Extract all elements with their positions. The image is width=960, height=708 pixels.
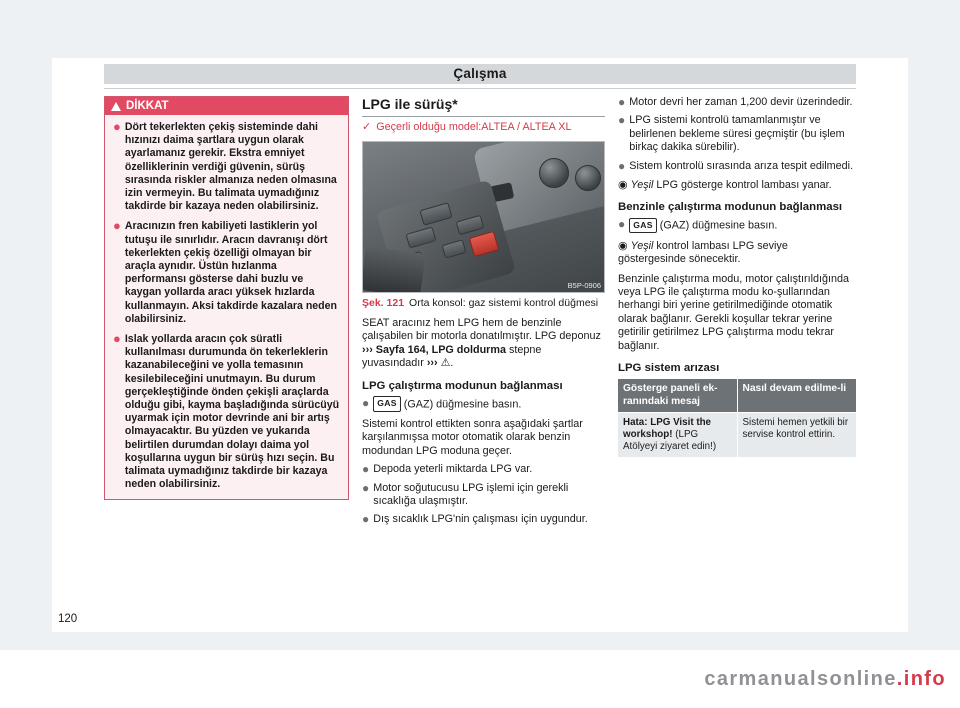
indicator-lamp-note-green-off xyxy=(618,240,856,267)
list-item xyxy=(618,160,856,173)
page-title: Çalışma xyxy=(453,66,507,81)
lamp-note-text: kontrol lambası LPG seviye göstergesinde sönecektir. xyxy=(618,239,788,266)
figure-caption xyxy=(362,297,605,310)
table-header-action: Nasıl devam edilme-li xyxy=(737,379,856,412)
bullet-icon: ● xyxy=(618,95,626,109)
list-item xyxy=(618,114,856,154)
warning-body xyxy=(105,115,348,499)
cross-reference-link[interactable]: ››› Sayfa 164, LPG doldurma xyxy=(362,343,506,356)
bullet-icon: ● xyxy=(362,462,370,477)
petrol-mode-steps xyxy=(618,218,856,233)
header-divider xyxy=(104,88,856,89)
table-cell-message xyxy=(618,412,737,457)
fault-table xyxy=(618,379,856,457)
lpg-conditions-list xyxy=(362,463,605,527)
gas-button-chip[interactable]: GAS xyxy=(629,218,657,233)
model-applicability-text: Geçerli olduğu model:ALTEA / ALTEA XL xyxy=(376,121,572,133)
lpg-conditions-continued xyxy=(618,96,856,173)
warning-header xyxy=(105,97,348,115)
list-item xyxy=(618,218,856,233)
list-item xyxy=(362,397,605,412)
gear-lever-base xyxy=(362,246,426,293)
condition-text: Depoda yeterli miktarda LPG var. xyxy=(373,463,533,476)
bullet-icon: ● xyxy=(618,113,626,128)
page-left-margin xyxy=(0,0,52,650)
lamp-color-label: Yeşil xyxy=(630,179,654,192)
warning-box xyxy=(104,96,349,500)
model-applicability xyxy=(362,121,605,134)
bullet-icon: ● xyxy=(113,331,121,347)
indicator-lamp-icon: ◉ xyxy=(618,179,628,192)
condition-text: Dış sıcaklık LPG'nin çalışması için uygundur. xyxy=(373,513,588,526)
gas-step-text: (GAZ) düğmesine basın. xyxy=(403,398,522,411)
list-item xyxy=(362,463,605,476)
section-heading: LPG ile sürüş* xyxy=(362,96,605,117)
gas-step-text: (GAZ) düğmesine basın. xyxy=(659,220,778,232)
warning-triangle-icon xyxy=(111,102,121,111)
warning-item-text: Aracınızın fren kabiliyeti lastiklerin yol tutuşu ile sınırlıdır. Aracın davranışı dört tekerlekten çekiş özelliği olmayan bir araçla aynıdır. Üstün hızlanma performansı gösterse dahi buzlu ve kaygan yollarda aracı yüksek hızlarda kullanmayın. Aksi takdirde kazalara neden olabilirsiniz. xyxy=(124,220,338,325)
figure-code: B5P-0906 xyxy=(567,281,601,290)
bullet-icon: ● xyxy=(362,512,370,527)
watermark xyxy=(704,668,946,691)
climate-knob-left xyxy=(539,158,569,188)
list-item xyxy=(362,513,605,526)
warning-item xyxy=(113,220,340,326)
condition-text: Sistem kontrolü sırasında arıza tespit edilmedi. xyxy=(629,159,854,172)
watermark-text: carmanualsonline xyxy=(704,668,897,690)
intro-paragraph: SEAT aracınız hem LPG hem de benzinle çalışabilen bir motorla donatılmıştır. LPG deponuz ››› Sayfa 164, LPG doldurma stepne yuvasındadır ››› ⚠. xyxy=(362,317,601,370)
figure-caption-text: Orta konsol: gaz sistemi kontrol düğmesi xyxy=(409,297,599,309)
page-number: 120 xyxy=(58,613,78,625)
bullet-icon: ● xyxy=(618,217,626,232)
page-right-margin xyxy=(908,0,960,650)
list-item xyxy=(362,482,605,509)
check-icon: ✓ xyxy=(362,121,372,133)
lamp-note-text: LPG gösterge kontrol lambası yanar. xyxy=(656,179,832,192)
bullet-icon: ● xyxy=(362,480,370,495)
table-row xyxy=(618,412,856,457)
list-item xyxy=(618,96,856,109)
column-middle xyxy=(362,96,605,532)
table-header-message: Gösterge paneli ek-ranındaki mesaj xyxy=(618,379,737,412)
watermark-accent: .info xyxy=(896,668,946,690)
intro-text-a: SEAT aracınız hem LPG hem de benzinle çalışabilen bir motorla donatılmıştır. LPG deponuz xyxy=(362,317,601,343)
bullet-icon: ● xyxy=(618,158,626,173)
gas-button-chip[interactable]: GAS xyxy=(373,396,401,411)
warning-item-text: Dört tekerlekten çekiş sisteminde dahi hızınızı daima şartlara uygun olarak ayarlamanız gerekir. Ekstra emniyet özelliklerinin verdiği güvenin, sürüş sırasında riskler almanıza neden olmasına izin vermeyin. Bu talimata uymadığınız takdirde bir kazaya neden olabilirsiniz. xyxy=(124,121,337,213)
bullet-icon: ● xyxy=(113,119,121,134)
column-left xyxy=(104,96,349,500)
figure-number: Şek. 121 xyxy=(362,297,405,309)
warning-inline-icon: ⚠ xyxy=(440,357,451,370)
warning-item xyxy=(113,121,340,213)
subheading-petrol-mode: Benzinle çalıştırma modunun bağlanması xyxy=(618,201,843,214)
condition-text: Motor devri her zaman 1,200 devir üzerindedir. xyxy=(629,96,853,108)
page-top-margin xyxy=(0,0,960,58)
intro-text-c: stepne yuvasındadır xyxy=(362,343,542,370)
climate-knob-right xyxy=(575,165,601,191)
indicator-lamp-note-green-on xyxy=(618,179,856,192)
lpg-switch-paragraph: Sistemi kontrol ettikten sonra aşağıdaki şartlar karşılanmışsa motor otomatik olarak benzin modundan LPG moduna geçer. xyxy=(362,418,583,457)
lamp-color-label: Yeşil xyxy=(630,239,654,252)
subheading-lpg-fault: LPG sistem arızası xyxy=(618,362,720,375)
cross-reference-arrow[interactable]: ››› xyxy=(426,357,438,370)
condition-text: LPG sistemi kontrolü tamamlanmıştır ve belirlenen bekleme süresi geçmiştir (bu işlem birkaç dakika sürebilir). xyxy=(629,114,845,154)
table-header-row xyxy=(618,379,856,412)
figure-center-console-gas-button xyxy=(362,141,605,293)
bullet-icon: ● xyxy=(113,218,121,234)
petrol-mode-paragraph: Benzinle çalıştırma modu, motor çalıştırıldığında veya LPG ile çalıştırma modu ko-şullarından herhangi biri yerine getirilmediğinde otomatik olarak bağlanır. Gerekli koşullar tekrar yerine getirilir getirilmez LPG çalıştırma modu tekrar bağlanır. xyxy=(618,272,850,352)
table-cell-action: Sistemi hemen yetkili bir servise kontrol ettirin. xyxy=(737,412,856,457)
subheading-lpg-mode: LPG çalıştırma modunun bağlanması xyxy=(362,379,563,392)
condition-text: Motor soğutucusu LPG işlemi için gerekli sıcaklığa ulaşmıştır. xyxy=(373,481,569,508)
bullet-icon: ● xyxy=(362,395,370,410)
warning-item-text: Islak yollarda aracın çok süratli kullanılması durumunda ön tekerleklerin kazanabileceğini ve yolla temasının kesilebileceğini unutmayın. Bu durum gerçekleştiğinde önden çekişli araçlarda olduğu gibi, kayma başladığında sürücüyü uyarmak için motor devrinde ani bir artış olmayacaktır. Bu yüzden ve yukarıda belirtilen durumdan dolayı daima yol koşullarına uygun bir sürüş hızı seçin. Bu talimata uymadığınız takdirde bir kazaya neden olabilirsiniz. xyxy=(124,333,340,491)
lpg-mode-steps xyxy=(362,397,605,412)
warning-label: DİKKAT xyxy=(126,100,169,112)
fault-message-translation: (LPG Atölyeyi ziyaret edin!) xyxy=(623,428,717,452)
warning-item xyxy=(113,333,340,491)
fault-message-bold: Hata: LPG Visit the workshop! xyxy=(623,416,712,440)
page-bottom-margin xyxy=(0,632,960,650)
indicator-lamp-icon: ◉ xyxy=(618,239,628,252)
column-right xyxy=(618,96,856,457)
